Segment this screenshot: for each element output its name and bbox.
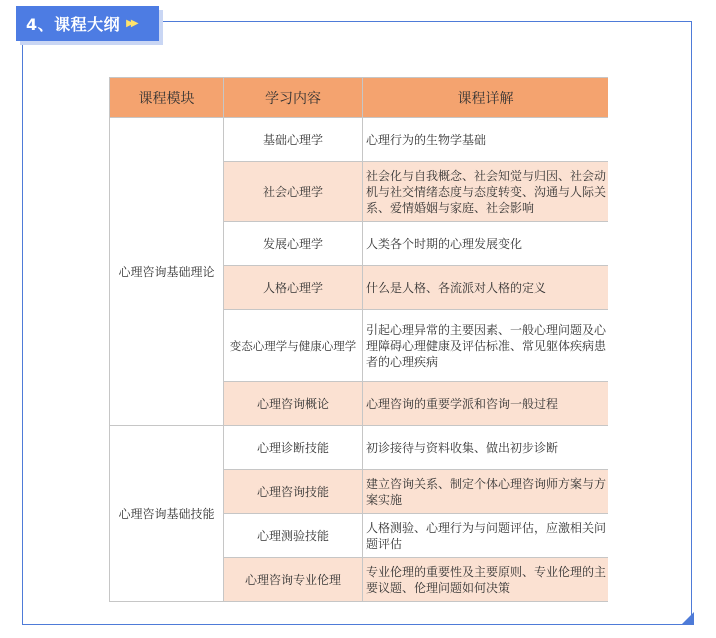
double-arrow-icon: ▶▶: [126, 18, 136, 29]
topic-cell: 社会心理学: [224, 162, 363, 222]
topic-cell: 发展心理学: [224, 222, 363, 266]
topic-cell: 心理测验技能: [224, 514, 363, 558]
topic-cell: 人格心理学: [224, 266, 363, 310]
detail-cell: 引起心理异常的主要因素、一般心理问题及心理障碍心理健康及评估标准、常见躯体疾病患者的心理疾病: [363, 310, 609, 382]
topic-cell: 变态心理学与健康心理学: [224, 310, 363, 382]
module-cell: 心理咨询基础技能: [110, 426, 224, 602]
course-outline-table-wrapper: [109, 77, 608, 607]
detail-cell: 专业伦理的重要性及主要原则、专业伦理的主要议题、伦理问题如何决策: [363, 558, 609, 602]
section-title: 4、课程大纲: [26, 15, 121, 34]
topic-cell: 心理咨询技能: [224, 470, 363, 514]
detail-cell: 初诊接待与资料收集、做出初步诊断: [363, 426, 609, 470]
topic-cell: 心理咨询专业伦理: [224, 558, 363, 602]
topic-cell: 心理诊断技能: [224, 426, 363, 470]
table-row: [110, 118, 609, 162]
header-row: [110, 78, 609, 118]
topic-cell: 心理咨询概论: [224, 382, 363, 426]
module-cell: 心理咨询基础理论: [110, 118, 224, 426]
header-content: 学习内容: [224, 78, 363, 118]
detail-cell: 社会化与自我概念、社会知觉与归因、社会动机与社交情绪态度与态度转变、沟通与人际关系、爱情婚姻与家庭、社会影响: [363, 162, 609, 222]
detail-cell: 什么是人格、各流派对人格的定义: [363, 266, 609, 310]
header-detail: 课程详解: [363, 78, 609, 118]
detail-cell: 人类各个时期的心理发展变化: [363, 222, 609, 266]
topic-cell: 基础心理学: [224, 118, 363, 162]
course-outline-table: [109, 77, 608, 602]
table-row: [110, 426, 609, 470]
detail-cell: 人格测验、心理行为与问题评估，应激相关问题评估: [363, 514, 609, 558]
detail-cell: 心理行为的生物学基础: [363, 118, 609, 162]
detail-cell: 心理咨询的重要学派和咨询一般过程: [363, 382, 609, 426]
section-badge: [16, 6, 159, 41]
detail-cell: 建立咨询关系、制定个体心理咨询师方案与方案实施: [363, 470, 609, 514]
corner-decoration: [681, 612, 694, 625]
header-module: 课程模块: [110, 78, 224, 118]
